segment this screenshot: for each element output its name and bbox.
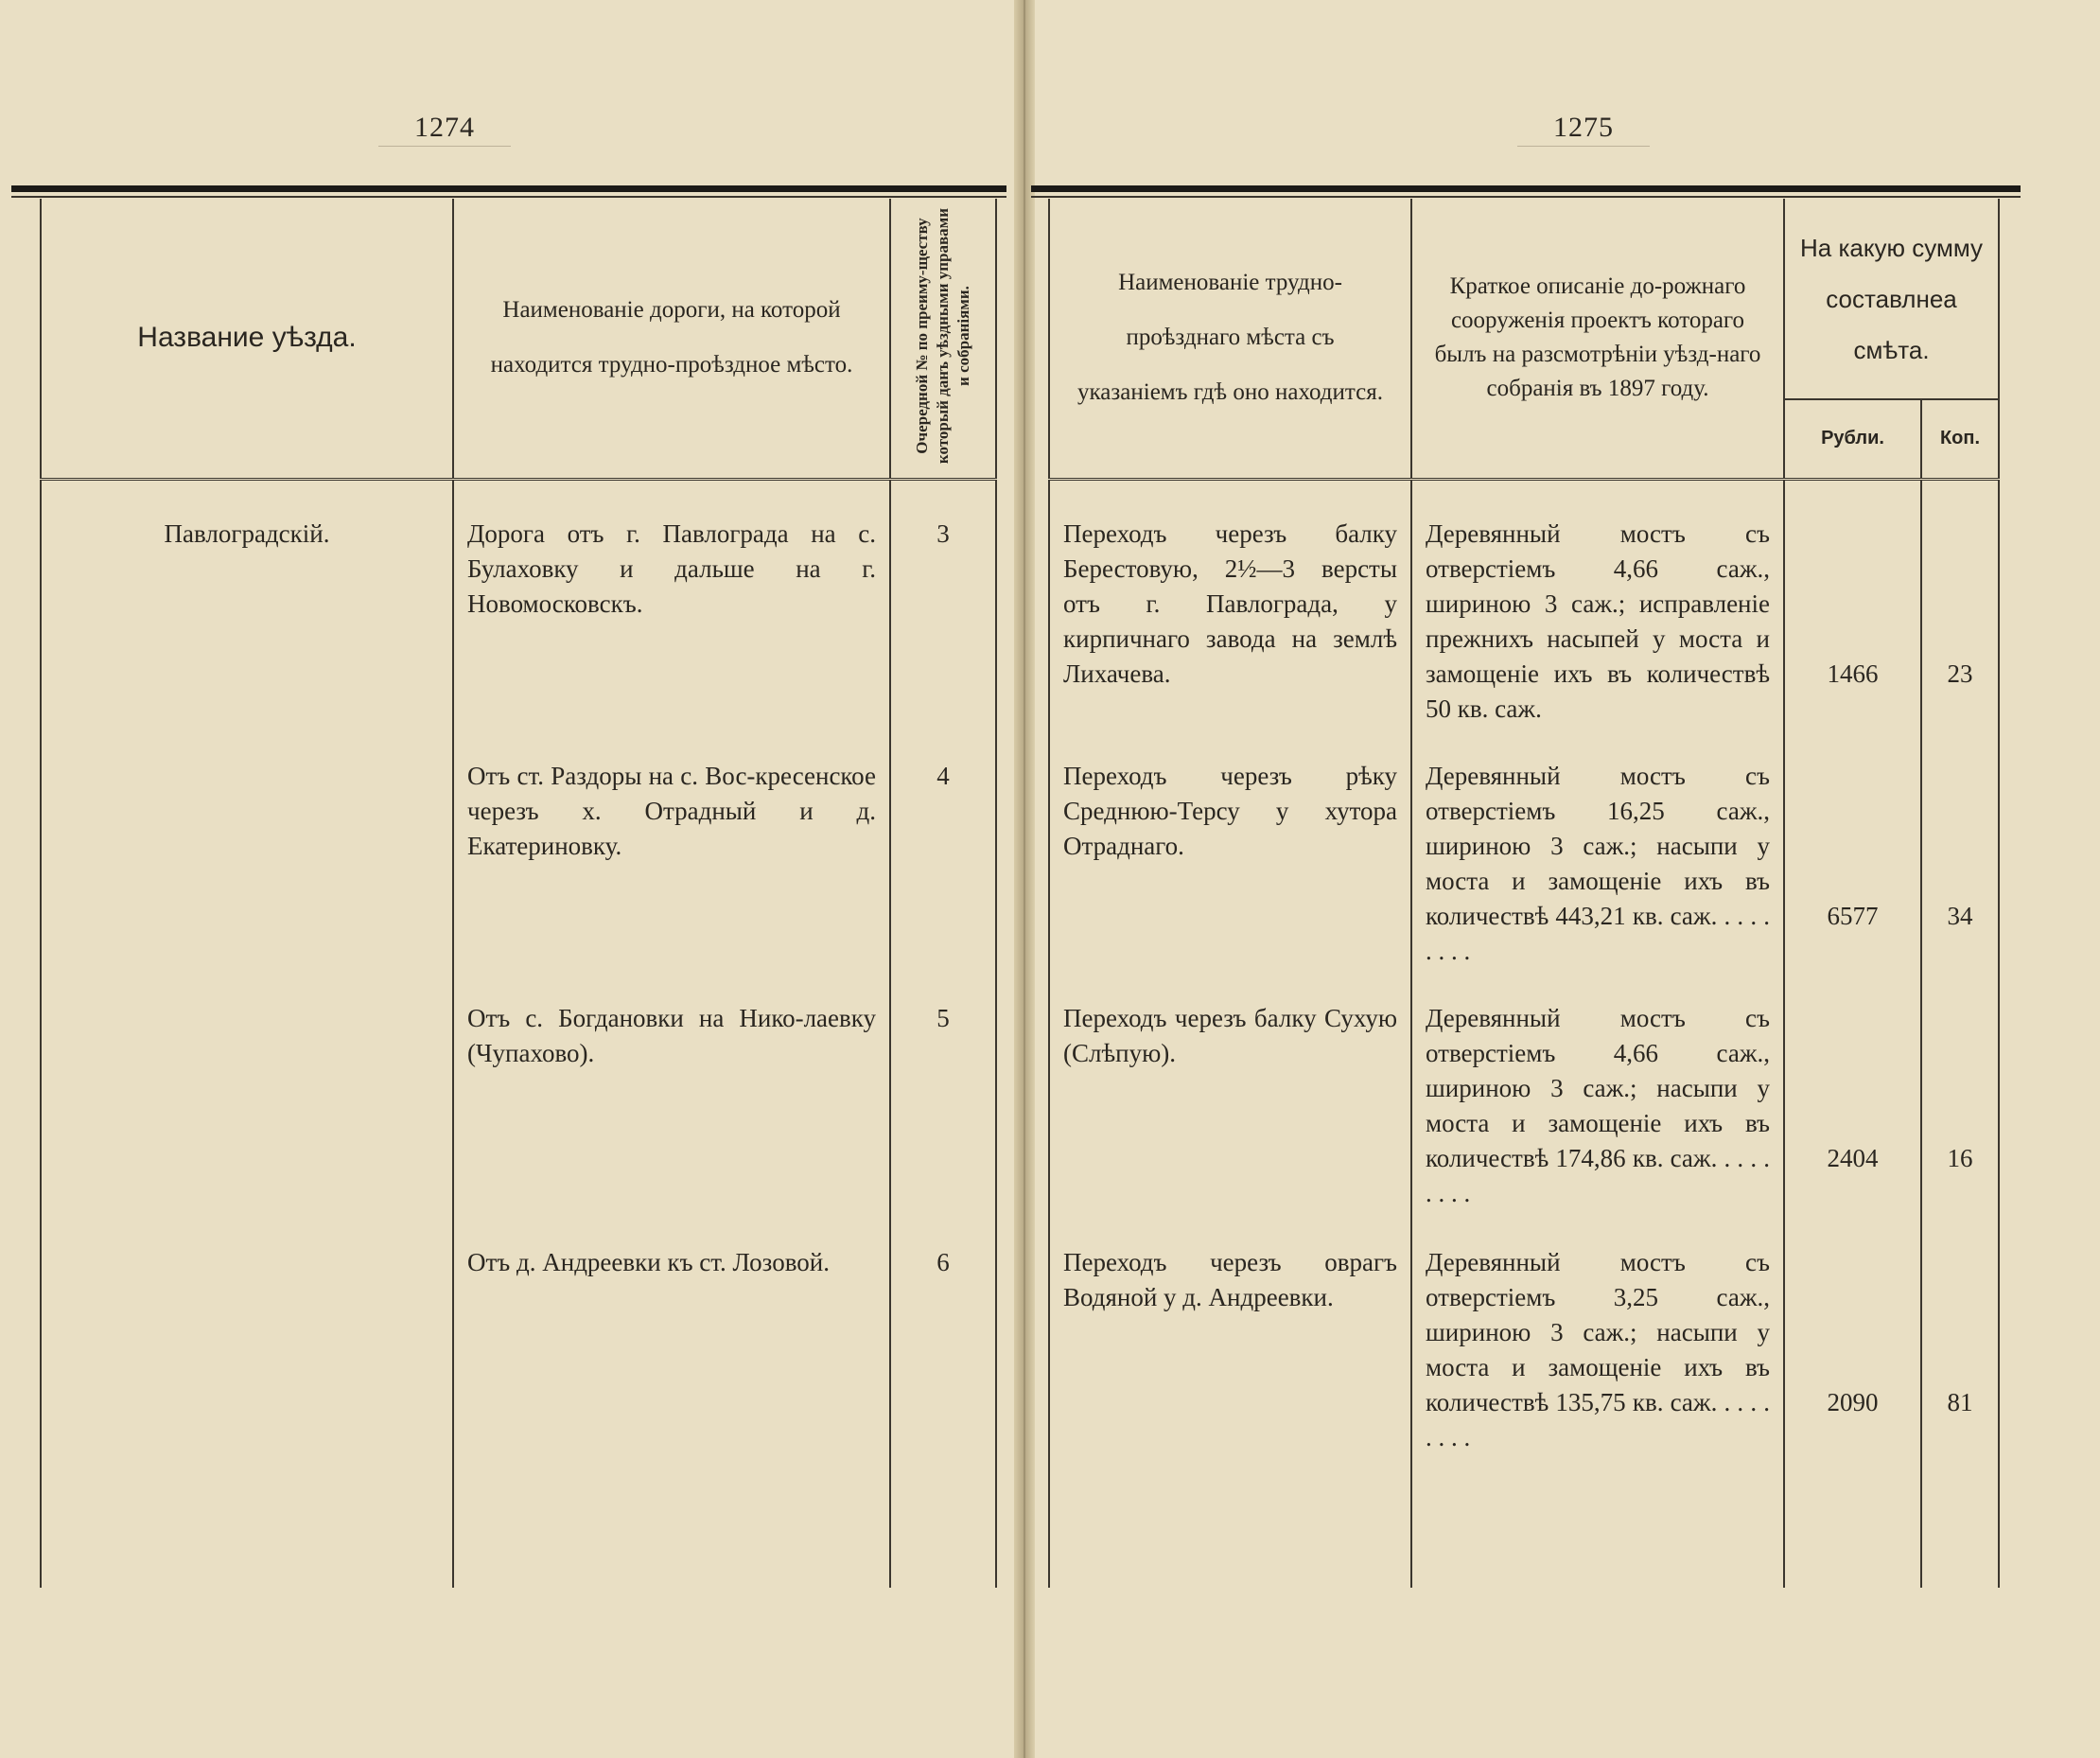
book-spine — [1014, 0, 1035, 1758]
road-column — [453, 479, 890, 1588]
kopeks-row-4: 81 — [1947, 1387, 1973, 1416]
place-row-4: Переходъ черезъ оврагъ Водяной у д. Андреевки. — [1063, 1247, 1397, 1311]
description-row-2: Деревянный мостъ съ отверстіемъ 16,25 саж., шириною 3 саж.; насыпи у моста и замощеніе ихъ въ количествѣ 443,21 кв. саж. . . . . . . . . — [1426, 761, 1770, 965]
road-row-3: Отъ с. Богдановки на Нико-лаевку (Чупахово). — [467, 1003, 876, 1067]
rubles-row-2: 6577 — [1827, 901, 1879, 930]
kopeks-row-2: 34 — [1947, 901, 1973, 930]
order-row-3: 5 — [936, 1003, 950, 1032]
top-rule-left — [11, 185, 1006, 192]
road-row-2: Отъ ст. Раздоры на с. Вос-кресенское черезъ х. Отрадный и д. Екатериновку. — [467, 761, 876, 860]
description-column — [1411, 479, 1784, 1588]
kopeks-column — [1921, 479, 1999, 1588]
header-place: Наименованіе трудно-проѣзднаго мѣста съ указаніемъ гдѣ оно находится. — [1049, 199, 1411, 479]
district-cell — [41, 479, 453, 1588]
left-table — [40, 199, 997, 1588]
top-thin-rule-left — [11, 196, 1006, 198]
road-row-4: Отъ д. Андреевки къ ст. Лозовой. — [467, 1247, 830, 1276]
header-rubles: Рубли. — [1784, 399, 1921, 479]
kopeks-row-3: 16 — [1947, 1143, 1973, 1172]
rubles-column — [1784, 479, 1921, 1588]
top-rule-right — [1031, 185, 2021, 192]
page-number-left: 1274 — [378, 112, 511, 147]
header-sum: На какую сумму составлнеа смѣта. — [1784, 199, 1999, 399]
order-column — [890, 479, 996, 1588]
rubles-row-4: 2090 — [1827, 1387, 1879, 1416]
place-row-1: Переходъ черезъ балку Берестовую, 2½—3 версты отъ г. Павлограда, у кирпичнаго завода на землѣ Лихачева. — [1063, 519, 1397, 688]
rubles-row-3: 2404 — [1827, 1143, 1879, 1172]
district-name: Павлоградскій. — [164, 519, 330, 548]
order-row-4: 6 — [936, 1247, 950, 1276]
road-row-1: Дорога отъ г. Павлограда на с. Булаховку и дальше на г. Новомосковскъ. — [467, 519, 876, 618]
order-row-2: 4 — [936, 761, 950, 790]
kopeks-row-1: 23 — [1947, 659, 1973, 688]
rubles-row-1: 1466 — [1827, 659, 1879, 688]
description-row-1: Деревянный мостъ съ отверстіемъ 4,66 саж., шириною 3 саж.; исправленіе прежнихъ насыпей у моста и замощеніе ихъ въ количествѣ 50 кв. саж. — [1426, 519, 1770, 723]
description-row-3: Деревянный мостъ съ отверстіемъ 4,66 саж., шириною 3 саж.; насыпи у моста и замощеніе ихъ въ количествѣ 174,86 кв. саж. . . . . . . . . — [1426, 1003, 1770, 1207]
header-description: Краткое описаніе до-рожнаго сооруженія проектъ котораго былъ на разсмотрѣніи уѣзд-наго собранія въ 1897 году. — [1411, 199, 1784, 479]
header-district: Название уѣзда. — [41, 199, 453, 479]
header-order-text: Очередной № по преиму-ществу который данъ уѣздными управами и собраніями. — [913, 207, 972, 465]
header-order — [890, 199, 996, 479]
place-row-2: Переходъ черезъ рѣку Среднюю-Терсу у хутора Отраднаго. — [1063, 761, 1397, 860]
page-number-right: 1275 — [1517, 112, 1650, 147]
top-thin-rule-right — [1031, 196, 2021, 198]
place-column — [1049, 479, 1411, 1588]
order-row-1: 3 — [936, 519, 950, 548]
place-row-3: Переходъ черезъ балку Сухую (Слѣпую). — [1063, 1003, 1397, 1067]
right-table — [1048, 199, 2000, 1588]
header-road: Наименованіе дороги, на которой находится трудно-проѣздное мѣсто. — [453, 199, 890, 479]
description-row-4: Деревянный мостъ съ отверстіемъ 3,25 саж., шириною 3 саж.; насыпи у моста и замощеніе ихъ въ количествѣ 135,75 кв. саж. . . . . . . . . — [1426, 1247, 1770, 1451]
header-kopeks: Коп. — [1921, 399, 1999, 479]
